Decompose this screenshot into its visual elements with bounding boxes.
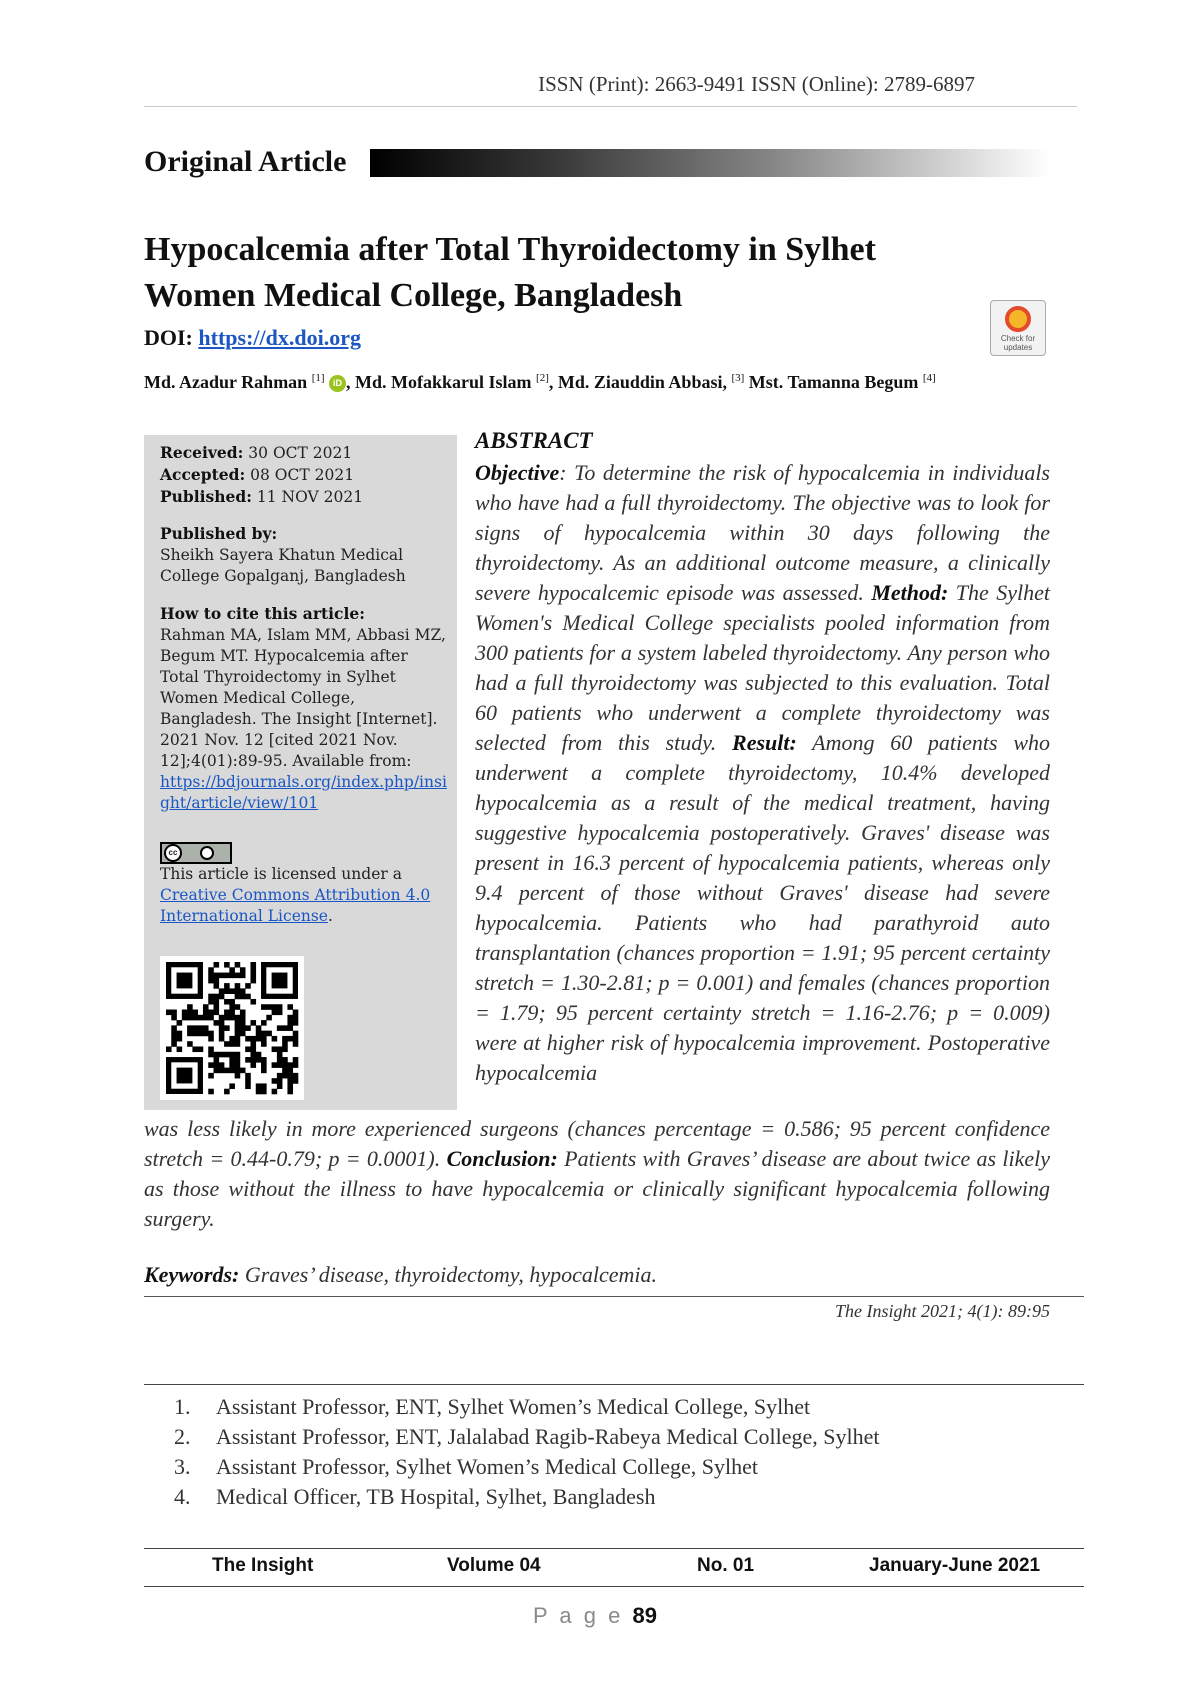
received-date: 30 OCT 2021 bbox=[248, 444, 353, 462]
page-label: P a g e bbox=[533, 1603, 624, 1628]
header-divider bbox=[144, 106, 1077, 107]
page-value: 89 bbox=[632, 1603, 657, 1628]
received-label: Received: bbox=[160, 443, 244, 462]
cc-by-license-icon[interactable]: cc bbox=[160, 842, 232, 864]
keywords-text: Graves’ disease, thyroidectomy, hypocalcemia. bbox=[244, 1262, 658, 1287]
abstract-heading: ABSTRACT bbox=[475, 428, 593, 453]
section-gradient-bar bbox=[370, 149, 1050, 177]
footer-top-rule bbox=[144, 1548, 1084, 1549]
title-line-2: Women Medical College, Bangladesh bbox=[144, 277, 683, 314]
affiliation-item: 4. Medical Officer, TB Hospital, Sylhet, Bangladesh bbox=[174, 1484, 656, 1509]
author-name: Mst. Tamanna Begum bbox=[748, 372, 919, 392]
footer-bottom-rule bbox=[144, 1586, 1084, 1587]
publisher-label: Published by: bbox=[160, 524, 278, 543]
article-title bbox=[144, 227, 984, 319]
affiliation-item: 3. Assistant Professor, Sylhet Women’s Medical College, Sylhet bbox=[174, 1454, 759, 1479]
footer-period: January-June 2021 bbox=[869, 1555, 1041, 1576]
result-text: Among 60 patients who underwent a complete thyroidectomy, 10.4% developed hypocalcemia as a result of the medical treatment, having suggestive hypocalcemia postoperatively. Graves' disease was present in 16.3 percent of hypocalcemia patients, whereas only 9.4 percent of those without Graves' disease had severe hypocalcemia. Patients who had parathyroid auto transplantation (chances proportion = 1.91; 95 percent certainty stretch = 1.30-2.81; p = 0.001) and females (chances proportion = 1.79; 95 percent certainty stretch = 1.16-2.76; p = 0.009) were at higher risk of hypocalcemia improvement. Postoperative hypocalcemia bbox=[475, 730, 1050, 1085]
objective-text: : To determine the risk of hypocalcemia in individuals who have had a full thyroidectomy. The objective was to look for signs of hypocalcemia within 30 days following the thyroidectomy. As an additional outcome measure, a clinically severe hypocalcemic episode was assessed. bbox=[475, 460, 1050, 605]
method-label: Method: bbox=[871, 580, 949, 605]
bookmark-icon bbox=[1005, 306, 1031, 332]
author-list: Md. Azadur Rahman [1] iD , Md. Mofakkarul Islam [2], Md. Ziauddin Abbasi, [3] Mst. Tamanna Begum [4] bbox=[144, 372, 936, 392]
qr-code-graphic bbox=[160, 956, 304, 1100]
cite-label: How to cite this article: bbox=[160, 604, 365, 623]
affiliations-divider bbox=[144, 1384, 1084, 1385]
check-updates-label: Check for updates bbox=[1000, 334, 1036, 352]
accepted-date: 08 OCT 2021 bbox=[250, 466, 355, 484]
citation-block bbox=[160, 603, 448, 814]
journal-citation: The Insight 2021; 4(1): 89:95 bbox=[835, 1301, 1050, 1321]
affiliation-item: 2. Assistant Professor, ENT, Jalalabad Ragib-Rabeya Medical College, Sylhet bbox=[174, 1424, 880, 1449]
title-line-1: Hypocalcemia after Total Thyroidectomy in Sylhet bbox=[144, 231, 876, 268]
issn-header: ISSN (Print): 2663-9491 ISSN (Online): 2789-6897 bbox=[538, 72, 975, 96]
author-sup: [2] bbox=[536, 372, 549, 384]
affiliations-list bbox=[174, 1392, 879, 1512]
objective-label: Objective bbox=[475, 460, 560, 485]
result-label: Result: bbox=[732, 730, 797, 755]
cite-url-link[interactable]: https://bdjournals.org/index.php/insight/article/view/101 bbox=[160, 773, 447, 812]
footer-volume: Volume 04 bbox=[447, 1555, 541, 1576]
orcid-icon[interactable]: iD bbox=[329, 375, 346, 392]
license-text: This article is licensed under a bbox=[160, 865, 402, 883]
footer-number: No. 01 bbox=[697, 1555, 755, 1576]
result-text-continued: was less likely in more experienced surgeons (chances percentage = 0.586; 95 percent confidence stretch = 0.44-0.79; p = 0.0001). bbox=[144, 1116, 1050, 1171]
keywords-divider bbox=[144, 1296, 1084, 1297]
qr-code-icon[interactable] bbox=[160, 956, 304, 1100]
published-label: Published: bbox=[160, 487, 252, 506]
article-info-sidebar bbox=[144, 435, 457, 1110]
published-date: 11 NOV 2021 bbox=[256, 488, 364, 506]
doi-link[interactable]: https://dx.doi.org bbox=[198, 325, 361, 350]
author-name: Md. Mofakkarul Islam bbox=[355, 372, 532, 392]
author-sup: [4] bbox=[922, 372, 936, 384]
doi-line bbox=[144, 325, 361, 351]
page-number bbox=[0, 1603, 1190, 1629]
accepted-label: Accepted: bbox=[160, 465, 246, 484]
method-text: The Sylhet Women's Medical College specialists pooled information from 300 patients for a system labeled thyroidectomy. Any person who had a full thyroidectomy was subjected to this evaluation. Total 60 patients who underwent a complete thyroidectomy was selected from this study. bbox=[475, 580, 1051, 755]
author-sup: [1] bbox=[311, 372, 325, 384]
doi-label: DOI: bbox=[144, 325, 193, 350]
affiliation-item: 1. Assistant Professor, ENT, Sylhet Women’s Medical College, Sylhet bbox=[174, 1394, 811, 1419]
footer-journal: The Insight bbox=[212, 1555, 314, 1576]
keywords-line bbox=[144, 1262, 657, 1288]
dates-block bbox=[160, 442, 448, 508]
conclusion-label: Conclusion: bbox=[446, 1146, 558, 1171]
author-sup: [3] bbox=[731, 372, 745, 384]
conclusion-text: Patients with Graves’ disease are about twice as likely as those without the illness to have hypocalcemia or clinically significant hypocalcemia following surgery. bbox=[144, 1146, 1051, 1231]
author-name: Md. Ziauddin Abbasi, bbox=[557, 372, 727, 392]
publisher-name: Sheikh Sayera Khatun Medical College Gopalganj, Bangladesh bbox=[160, 546, 406, 585]
abstract-full-width-text bbox=[144, 1114, 1050, 1234]
license-end: . bbox=[327, 907, 333, 925]
abstract-column-text bbox=[475, 458, 1050, 1088]
author-name: Md. Azadur Rahman bbox=[144, 372, 308, 392]
license-block bbox=[160, 840, 448, 927]
cite-text: Rahman MA, Islam MM, Abbasi MZ, Begum MT. Hypocalcemia after Total Thyroidectomy in Sylhet Women Medical College, Bangladesh. The Insight [Internet]. 2021 Nov. 12 [cited 2021 Nov. 12];4(01):89-95. Available from: bbox=[160, 626, 446, 770]
check-updates-button[interactable] bbox=[990, 300, 1046, 356]
section-label: Original Article bbox=[144, 145, 347, 178]
keywords-label: Keywords: bbox=[144, 1262, 240, 1287]
publisher-block bbox=[160, 523, 448, 587]
license-link[interactable]: Creative Commons Attribution 4.0 International License bbox=[160, 886, 431, 925]
